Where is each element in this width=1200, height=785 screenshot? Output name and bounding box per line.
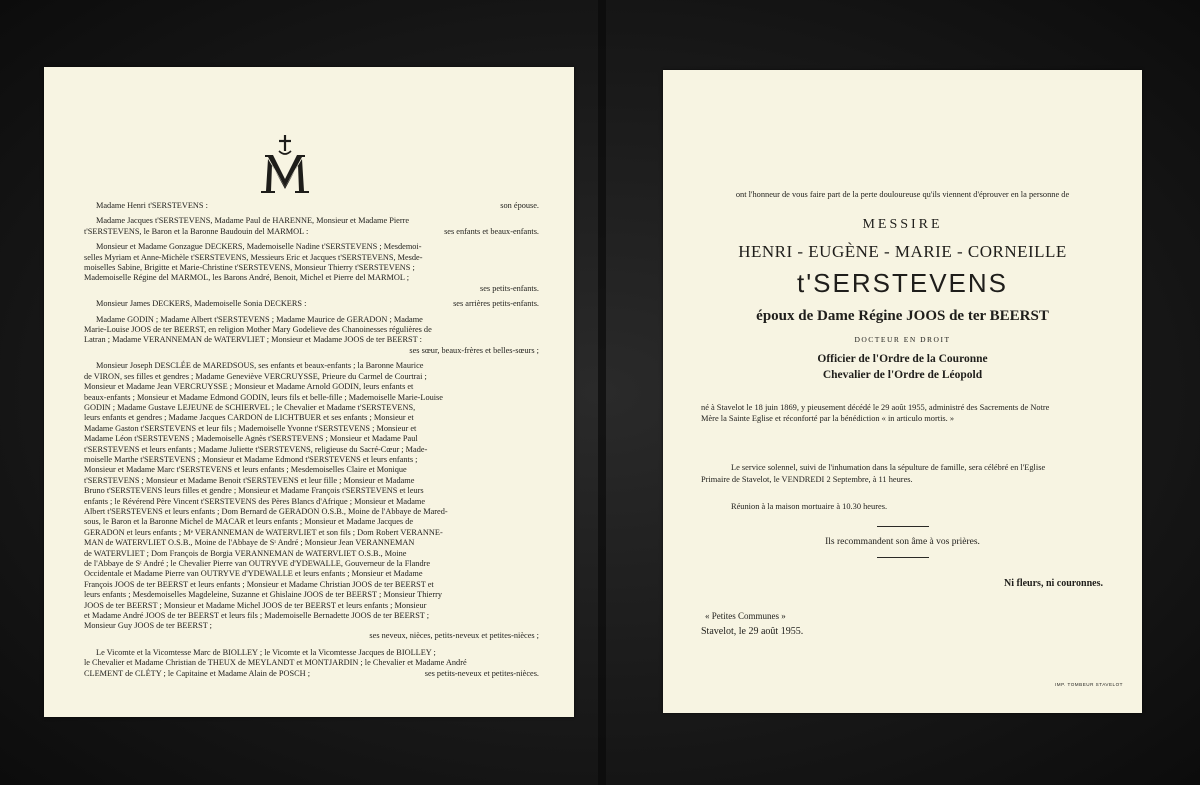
text-line: Monsieur Joseph DESCLÉE de MAREDSOUS, ses enfants et beaux-enfants ; la Baronne Maurice	[96, 361, 424, 371]
order-couronne: Officier de l'Ordre de la Couronne	[817, 353, 988, 365]
divider-top	[877, 526, 929, 527]
intro-text: ont l'honneur de vous faire part de la perte douloureuse qu'ils viennent d'éprouver en la personne de	[735, 190, 1070, 199]
text-line: enfants ; le Révérend Père Vincent t'SERSTEVENS des Pères Blancs d'Afrique ; Monsieur et Madame	[84, 496, 426, 506]
text-line: ses petits-enfants.	[480, 283, 539, 293]
text-line: t'SERSTEVENS, le Baron et la Baronne Baudouin del MARMOL : ses enfants et beaux-enfants.	[84, 226, 539, 236]
relatives-list	[84, 201, 539, 679]
text-line: Occidentale et Madame Pierre van OUTRYVE d'YDEWALLE et leurs enfants ; Monsieur et Madame	[84, 569, 423, 579]
text-line: Le Vicomte et la Vicomtesse Marc de BIOLLEY ; le Vicomte et la Vicomtesse Jacques de BIOLLEY ;	[96, 647, 436, 657]
text-line: beaux-enfants ; Monsieur et Madame Edmond GODIN, leurs fils et belle-fille ; Mademoiselle Marie-Louise	[84, 392, 443, 402]
text-line: Madame Gaston t'SERSTEVENS et leur fils ; Mademoiselle Yvonne t'SERSTEVENS ; Monsieur et	[84, 423, 417, 433]
spouse-line: époux de Dame Régine JOOS de ter BEERST	[756, 308, 1049, 324]
text-line: Madame Jacques t'SERSTEVENS, Madame Paul de HARENNE, Monsieur et Madame Pierre	[96, 216, 410, 226]
right-page	[663, 70, 1142, 713]
text-line: François JOOS de ter BEERST et leurs enfants ; Monsieur et Madame Christian JOOS de ter BEERST et	[84, 579, 434, 589]
petites-communes: « Petites Communes »	[705, 611, 786, 621]
text-line: Monsieur et Madame Gonzague DECKERS, Mademoiselle Nadine t'SERSTEVENS ; Mesdemoi-	[96, 242, 422, 252]
text-line: Latran ; Madame VERANNEMAN de WATERVLIET ; Monsieur et Madame JOOS de ter BEERST :	[84, 335, 422, 345]
text-line: selles Myriam et Anne-Michèle t'SERSTEVENS, Messieurs Eric et Jacques t'SERSTEVENS, Mesde-	[84, 252, 423, 262]
text-line: Albert t'SERSTEVENS et leurs enfants ; Dom Bernard de GERADON O.S.B., Moine de l'Abbaye de Mared-	[84, 506, 448, 516]
text-line: leurs enfants ; Mesdemoiselles Magdeleine, Suzanne et Ghislaine JOOS de ter BEERST ; Monsieur Thierry	[84, 590, 443, 600]
text-line: Monsieur et Madame Jean VERCRUYSSE ; Monsieur et Madame Arnold GODIN, leurs enfants et	[84, 382, 414, 392]
place-date: Stavelot, le 29 août 1955.	[701, 626, 804, 637]
text-line: GODIN ; Madame Gustave LEJEUNE de SCHIERVEL ; le Chevalier et Madame t'SERSTEVENS,	[84, 402, 416, 412]
left-page	[44, 67, 574, 717]
text-line: CLEMENT de CLÉTY ; le Capitaine et Madame Alain de POSCH ; ses petits-neveux et petites-nièces.	[84, 668, 539, 678]
text-line: MAN de WATERVLIET O.S.B., Moine de l'Abbaye de Sᵗ André ; Monsieur Jean VERANNEMAN	[84, 538, 415, 548]
text-line: ses sœur, beaux-frères et belles-sœurs ;	[409, 345, 539, 355]
monogram-m-cross-icon	[257, 133, 313, 195]
text-line: de l'Abbaye de Sᵗ André ; le Chevalier Pierre van OUTRYVE d'YDEWALLE, Gouverneur de la Flandre	[84, 559, 431, 568]
text-line: t'SERSTEVENS ; Monsieur et Madame Benoit t'SERSTEVENS et leur fille ; Monsieur et Madame	[84, 475, 415, 485]
text-line: Madame GODIN ; Madame Albert t'SERSTEVENS ; Madame Maurice de GERADON ; Madame	[96, 314, 423, 324]
text-line: Monsieur James DECKERS, Mademoiselle Sonia DECKERS : ses arrières petits-enfants.	[96, 299, 539, 309]
text-line: moiselle Marthe t'SERSTEVENS ; Monsieur et Madame Edmond t'SERSTEVENS et leurs enfants ;	[84, 454, 418, 464]
text-line: le Chevalier et Madame Christian de THEUX de MEYLANDT et MONTJARDIN ; le Chevalier et Madame André	[84, 658, 467, 668]
service-line2: Primaire de Stavelot, le VENDREDI 2 Septembre, à 11 heures.	[701, 475, 913, 484]
degree: DOCTEUR EN DROIT	[854, 335, 951, 344]
text-line: GERADON et leurs enfants ; Mᵉ VERANNEMAN de WATERVLIET et son fils ; Dom Robert VERANNE-	[84, 527, 443, 537]
divider-bottom	[877, 557, 929, 558]
text-line: Bruno t'SERSTEVENS leurs filles et gendre ; Monsieur et Madame François t'SERSTEVENS et leurs	[84, 486, 424, 496]
text-line: leurs enfants et gendres ; Madame Jacques CARDON de LICHTBUER et ses enfants ; Monsieur et	[84, 413, 414, 423]
text-line: moiselles Sabine, Brigitte et Marie-Christine t'SERSTEVENS, Monsieur Thierry t'SERSTEVENS ;	[84, 263, 415, 273]
text-line: t'SERSTEVENS et leurs enfants ; Madame Juliette t'SERSTEVENS, religieuse du Sacré-Cœur ; Made-	[84, 444, 428, 454]
text-line: de VIRON, ses filles et gendres ; Madame Geneviève VERCRUYSSE, Prieure du Carmel de Courtrai ;	[84, 371, 427, 381]
prayer-text: Ils recommandent son âme à vos prières.	[825, 537, 980, 547]
text-line: de WATERVLIET ; Dom François de Borgia VERANNEMAN de WATERVLIET O.S.B., Moine	[84, 548, 407, 558]
given-names: HENRI - EUGÈNE - MARIE - CORNEILLE	[738, 242, 1067, 261]
order-leopold: Chevalier de l'Ordre de Léopold	[822, 369, 983, 381]
text-line: Mademoiselle Régine del MARMOL, les Barons André, Benoit, Michel et Pierre del MARMOL ;	[84, 273, 410, 283]
service-line1: Le service solennel, suivi de l'inhumation dans la sépulture de famille, sera célébré en l'Eglise	[731, 463, 1046, 472]
text-line: et Madame André JOOS de ter BEERST et leurs fils ; Mademoiselle Bernadette JOOS de ter BEERST ;	[84, 611, 430, 621]
center-fold	[598, 0, 606, 785]
printer-mark: IMP. TOMBEUR STAVELOT	[1054, 682, 1123, 687]
text-line: sous, le Baron et la Baronne Michel de MACAR et leurs enfants ; Monsieur et Madame Jacques de	[84, 517, 414, 527]
no-flowers-text: Ni fleurs, ni couronnes.	[1004, 578, 1103, 589]
text-line: Madame Henri t'SERSTEVENS : son épouse.	[96, 201, 539, 210]
text-line: Monsieur et Madame Marc t'SERSTEVENS et leurs enfants ; Mesdemoiselles Claire et Monique	[84, 465, 407, 475]
birth-death-line1: né à Stavelot le 18 juin 1869, y pieusement décédé le 29 août 1955, administré des Sacrements de Notre	[701, 403, 1050, 412]
text-line: JOOS de ter BEERST ; Monsieur et Madame Michel JOOS de ter BEERST et leurs enfants ; Monsieur	[84, 600, 427, 610]
honorific: MESSIRE	[862, 217, 943, 232]
text-line: Monsieur Guy JOOS de ter BEERST ; ses neveux, nièces, petits-neveux et petites-nièces ;	[84, 621, 539, 641]
reunion-text: Réunion à la maison mortuaire à 10.30 heures.	[731, 502, 888, 511]
birth-death-line2: Mère la Sainte Eglise et réconforté par la bénédiction « in articulo mortis. »	[701, 414, 955, 423]
text-line: Marie-Louise JOOS de ter BEERST, en religion Mother Mary Godelieve des Chanoinesses régulières de	[84, 325, 432, 335]
text-line: Madame Léon t'SERSTEVENS ; Mademoiselle Agnès t'SERSTEVENS ; Monsieur et Madame Paul	[84, 434, 418, 444]
surname: t'SERSTEVENS	[796, 268, 1008, 298]
